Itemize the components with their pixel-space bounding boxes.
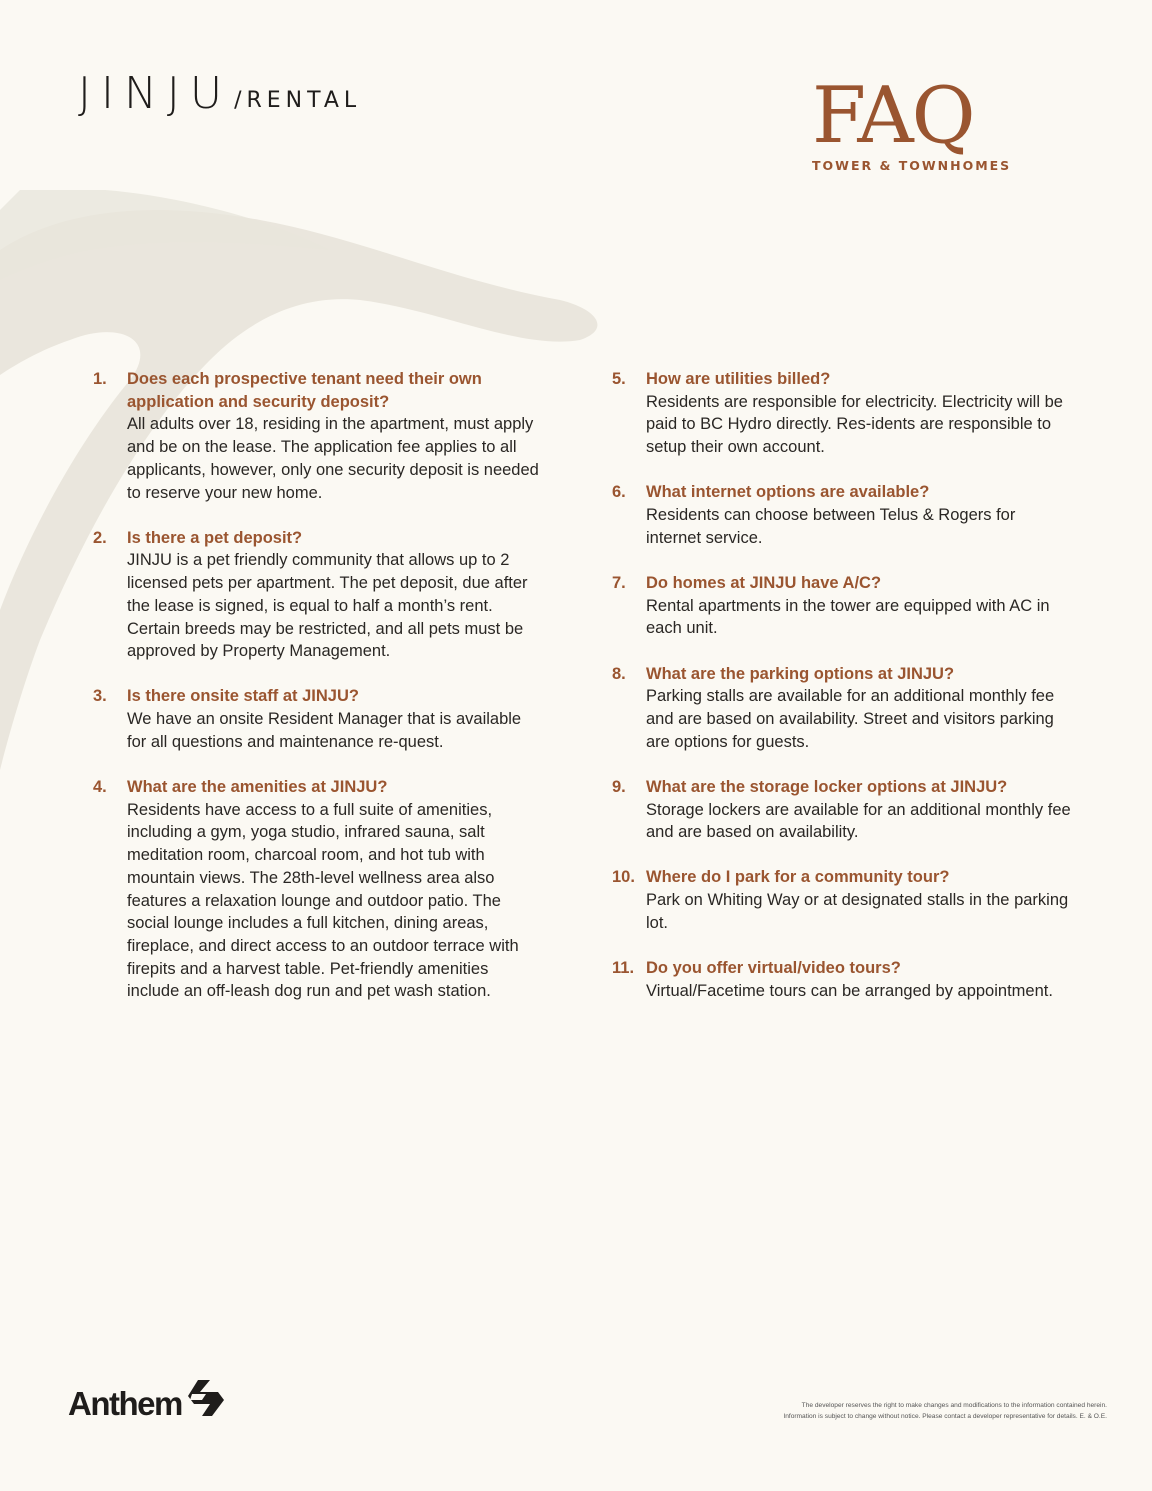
faq-item — [93, 368, 543, 504]
faq-item — [612, 481, 1072, 549]
faq-item — [93, 527, 543, 663]
faq-answer: We have an onsite Resident Manager that is available for all questions and maintenance re-quest. — [127, 710, 522, 751]
anthem-logo — [68, 1378, 226, 1420]
jinju-rental-logo — [78, 68, 362, 119]
faq-number: 9. — [612, 777, 626, 796]
faq-question: Does each prospective tenant need their own application and security deposit? — [127, 370, 482, 411]
faq-question: What are the amenities at JINJU? — [127, 778, 388, 797]
faq-number: 10. — [612, 868, 635, 887]
disclaimer — [687, 1400, 1107, 1422]
faq-number: 4. — [93, 778, 107, 797]
anthem-arrow-icon — [184, 1378, 226, 1418]
page-title: FAQ — [812, 71, 974, 161]
faq-number: 1. — [93, 370, 107, 388]
faq-number: 8. — [612, 664, 626, 683]
faq-question: Do homes at JINJU have A/C? — [646, 573, 882, 592]
anthem-wordmark: Anthem — [68, 1385, 182, 1422]
faq-answer: Storage lockers are available for an additional monthly fee and are based on availability. — [646, 800, 1071, 842]
disclaimer-line: Information is subject to change without notice. Please contact a developer representative for details. E. & O.E. — [783, 1413, 1107, 1420]
faq-answer: Rental apartments in the tower are equipped with AC in each unit. — [646, 596, 1050, 638]
faq-number: 2. — [93, 528, 107, 547]
faq-question: Do you offer virtual/video tours? — [646, 959, 901, 978]
faq-answer: JINJU is a pet friendly community that allows up to 2 licensed pets per apartment. The pet deposit, due after the lease is signed, is equal to half a month’s rent. Certain breeds may be restricted, and all pets must be approved by Property Management. — [127, 551, 528, 661]
faq-number: 5. — [612, 370, 626, 388]
faq-item — [612, 663, 1072, 754]
page-subtitle: TOWER & TOWNHOMES — [812, 158, 1012, 173]
faq-answer: Virtual/Facetime tours can be arranged by appointment. — [646, 981, 1053, 1000]
faq-answer: Parking stalls are available for an additional monthly fee and are based on availability. Street and visitors parking are options for guests. — [646, 687, 1055, 751]
faq-answer: All adults over 18, residing in the apartment, must apply and be on the lease. The application fee applies to all applicants, however, only one security deposit is needed to reserve your new home. — [127, 415, 539, 502]
faq-item — [93, 685, 543, 753]
faq-answer: Residents can choose between Telus & Rogers for internet service. — [646, 506, 1016, 547]
faq-question: How are utilities billed? — [646, 370, 831, 388]
faq-question: Where do I park for a community tour? — [646, 868, 950, 887]
faq-column-right — [612, 368, 1072, 1025]
faq-question: What internet options are available? — [646, 483, 930, 502]
faq-answer: Residents are responsible for electricity. Electricity will be paid to BC Hydro directly. Res-idents are responsible to setup their own account. — [646, 392, 1063, 457]
faq-item — [612, 957, 1072, 1002]
faq-item — [612, 866, 1072, 934]
faq-heading — [812, 71, 1012, 173]
faq-question: Is there onsite staff at JINJU? — [127, 687, 359, 706]
disclaimer-line: The developer reserves the right to make changes and modifications to the information contained herein. — [801, 1402, 1107, 1409]
faq-question: Is there a pet deposit? — [127, 528, 303, 547]
faq-number: 6. — [612, 483, 626, 502]
faq-item — [612, 368, 1072, 459]
logo-sub: /RENTAL — [234, 88, 362, 113]
faq-number: 11. — [612, 959, 635, 978]
faq-number: 3. — [93, 687, 107, 706]
faq-question: What are the parking options at JINJU? — [646, 664, 955, 683]
faq-item — [612, 776, 1072, 844]
faq-item — [612, 572, 1072, 640]
faq-answer: Residents have access to a full suite of amenities, including a gym, yoga studio, infrared sauna, salt meditation room, charcoal room, and hot tub with mountain views. The 28th-level wellness area also features a relaxation lounge and outdoor patio. The social lounge includes a full kitchen, dining areas, fireplace, and direct access to an outdoor terrace with firepits and a harvest table. Pet-friendly amenities include an off-leash dog run and pet wash station. — [127, 800, 519, 1001]
faq-question: What are the storage locker options at JINJU? — [646, 777, 1008, 796]
faq-number: 7. — [612, 573, 626, 592]
faq-column-left — [93, 368, 543, 1026]
faq-item — [93, 776, 543, 1003]
logo-word: JINJU — [78, 68, 233, 119]
faq-answer: Park on Whiting Way or at designated stalls in the parking lot. — [646, 891, 1069, 932]
